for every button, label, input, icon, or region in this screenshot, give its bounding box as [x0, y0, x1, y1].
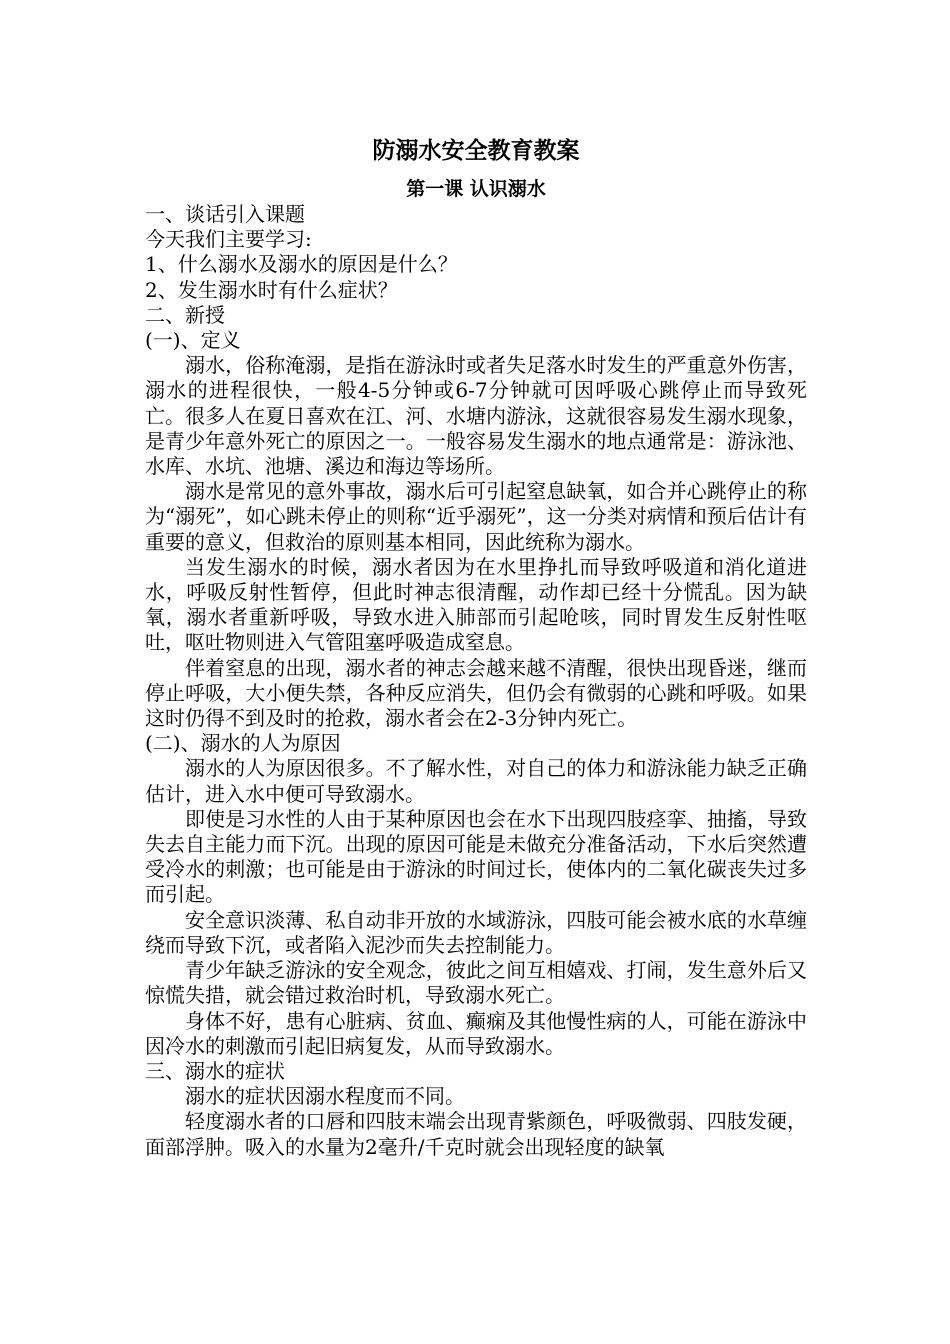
definition-paragraph: 溺水，俗称淹溺，是指在游泳时或者失足落水时发生的严重意外伤害，溺水的进程很快，一般4-5分钟或6-7分钟就可因呼吸心跳停止而导致死亡。很多人在夏日喜欢在江、河、水塘内游泳，这就很容易发生溺水现象，是青少年意外死亡的原因之一。一般容易发生溺水的地点通常是：游泳池、水库、水坑、池塘、溪边和海边等场所。: [145, 353, 807, 479]
subsection-heading-causes: (二)、溺水的人为原因: [145, 731, 341, 756]
subsection-heading-definition: (一)、定义: [145, 328, 241, 353]
symptoms-paragraph: 溺水的症状因溺水程度而不同。: [185, 1084, 465, 1109]
document-body: [145, 130, 807, 1160]
section-heading-new-lesson: 二、新授: [145, 302, 225, 327]
causes-paragraph: 青少年缺乏游泳的安全观念，彼此之间互相嬉戏、打闹，发生意外后又惊慌失措，就会错过救治时机，导致溺水死亡。: [145, 958, 807, 1008]
document-title: 防溺水安全教育教案: [372, 138, 580, 164]
section-heading-intro: 一、谈话引入课题: [145, 202, 305, 226]
intro-question: 1、什么溺水及溺水的原因是什么？: [145, 252, 458, 277]
lesson-title: 第一课 认识溺水: [406, 178, 546, 200]
causes-paragraph: 安全意识淡薄、私自动非开放的水域游泳，四肢可能会被水底的水草缠绕而导致下沉，或者陷入泥沙而失去控制能力。: [145, 907, 807, 957]
causes-paragraph: 溺水的人为原因很多。不了解水性，对自己的体力和游泳能力缺乏正确估计，进入水中便可导致溺水。: [145, 756, 807, 806]
definition-paragraph: 溺水是常见的意外事故，溺水后可引起窒息缺氧，如合并心跳停止的称为“溺死”，如心跳未停止的则称“近乎溺死”，这一分类对病情和预后估计有重要的意义，但救治的原则基本相同，因此统称为溺水。: [145, 479, 807, 554]
section-heading-symptoms: 三、溺水的症状: [145, 1058, 285, 1083]
definition-paragraph: 伴着窒息的出现，溺水者的神志会越来越不清醒，很快出现昏迷，继而停止呼吸，大小便失禁，各种反应消失，但仍会有微弱的心跳和呼吸。如果这时仍得不到及时的抢救，溺水者会在2-3分钟内死亡。: [145, 655, 807, 731]
causes-paragraph: 身体不好，患有心脏病、贫血、癫痫及其他慢性病的人，可能在游泳中因冷水的刺激而引起旧病复发，从而导致溺水。: [145, 1008, 807, 1058]
intro-lead: 今天我们主要学习:: [145, 227, 312, 252]
symptoms-paragraph: 轻度溺水者的口唇和四肢末端会出现青紫颜色，呼吸微弱、四肢发硬，面部浮肿。吸入的水量为2毫升/千克时就会出现轻度的缺氧: [145, 1109, 807, 1159]
definition-paragraph: 当发生溺水的时候，溺水者因为在水里挣扎而导致呼吸道和消化道进水，呼吸反射性暂停，但此时神志很清醒，动作却已经十分慌乱。因为缺氧，溺水者重新呼吸，导致水进入肺部而引起呛咳，同时胃发生反射性呕吐，呕吐物则进入气管阻塞呼吸造成窒息。: [145, 554, 807, 655]
intro-question: 2、发生溺水时有什么症状？: [145, 277, 398, 302]
causes-paragraph: 即使是习水性的人由于某种原因也会在水下出现四肢痉挛、抽搐，导致失去自主能力而下沉。出现的原因可能是未做充分准备活动，下水后突然遭受冷水的刺激；也可能是由于游泳的时间过长，使体内的二氧化碳丧失过多而引起。: [145, 806, 807, 907]
